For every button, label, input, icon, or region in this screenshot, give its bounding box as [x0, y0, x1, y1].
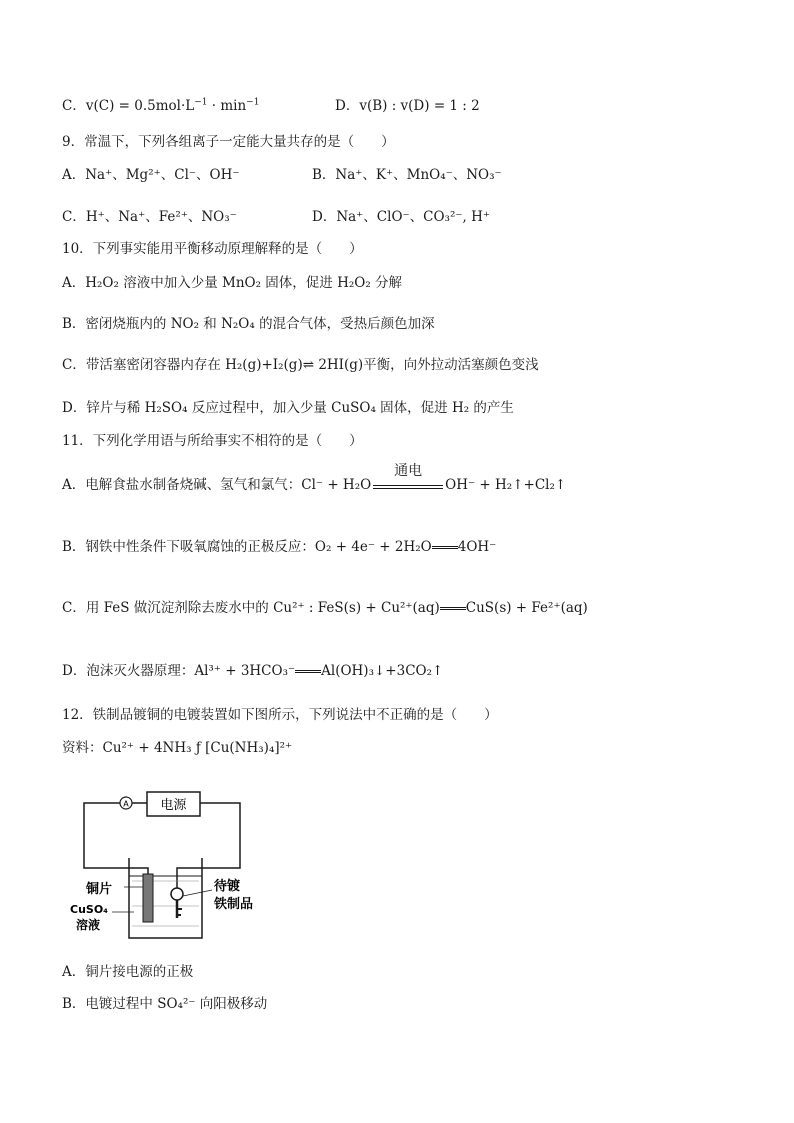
iron-key-icon [171, 888, 183, 918]
q11-option-b: B．钢铁中性条件下吸氧腐蚀的正极反应：O₂ + 4e⁻ + 2H₂O 4OH⁻ [62, 539, 497, 555]
solution-label-2: 溶液 [76, 918, 101, 932]
q9-option-b: B．Na⁺、K⁺、MnO₄⁻、NO₃⁻ [312, 167, 502, 183]
q12-info: 资料：Cu²⁺ + 4NH₃ ƒ [Cu(NH₃)₄]²⁺ [62, 740, 293, 756]
copper-label: 铜片 [86, 882, 113, 897]
q10-stem: 10．下列事实能用平衡移动原理解释的是（ ） [62, 241, 363, 257]
q9-option-a: A．Na⁺、Mg²⁺、Cl⁻、OH⁻ [62, 167, 240, 183]
q12-option-b: B．电镀过程中 SO₄²⁻ 向阳极移动 [62, 996, 268, 1012]
q10-option-d: D．锌片与稀 H₂SO₄ 反应过程中，加入少量 CuSO₄ 固体，促进 H₂ 的产生 [62, 400, 514, 416]
q10-option-c: C．带活塞密闭容器内存在 H₂(g)+I₂(g)⇌ 2HI(g)平衡，向外拉动活塞颜色变浅 [62, 357, 539, 373]
q12-stem: 12．铁制品镀铜的电镀装置如下图所示，下列说法中不正确的是（ ） [62, 707, 498, 723]
solution-label-1: CuSO₄ [70, 903, 108, 916]
ammeter-icon [120, 797, 132, 809]
electrolysis-arrow [373, 462, 443, 489]
q11-option-d: D．泡沫灭火器原理：Al³⁺ + 3HCO₃⁻ Al(OH)₃↓+3CO₂↑ [62, 663, 444, 679]
q10-option-a: A．H₂O₂ 溶液中加入少量 MnO₂ 固体，促进 H₂O₂ 分解 [62, 275, 403, 291]
q9-option-c: C．H⁺、Na⁺、Fe²⁺、NO₃⁻ [62, 209, 237, 225]
electroplating-diagram [64, 786, 284, 946]
q8-option-d: D．v(B) : v(D) = 1 : 2 [335, 98, 480, 114]
power-label: 电源 [160, 798, 187, 813]
copper-plate [143, 874, 153, 922]
ammeter-label: A [123, 799, 129, 809]
q9-stem: 9．常温下，下列各组离子一定能大量共存的是（ ） [62, 134, 395, 150]
q11-option-a: A．电解食盐水制备烧碱、氢气和氯气：Cl⁻ + H₂O 通电 OH⁻ + H₂↑+Cl₂↑ [62, 462, 567, 493]
q12-option-a: A．铜片接电源的正极 [62, 964, 194, 980]
item-label-1: 待镀 [214, 879, 241, 894]
q8-option-c: C．$v(C) = 0.5mol\cdot L^{-1} \cdot \min^{-1}$ [62, 97, 260, 114]
q10-option-b: B．密闭烧瓶内的 NO₂ 和 N₂O₄ 的混合气体，受热后颜色加深 [62, 316, 435, 332]
q9-option-d: D．Na⁺、ClO⁻、CO₃²⁻, H⁺ [312, 209, 490, 225]
q11-option-c: C．用 FeS 做沉淀剂除去废水中的 Cu²⁺ : FeS(s) + Cu²⁺(aq) CuS(s) + Fe²⁺(aq) [62, 600, 588, 616]
q11-stem: 11．下列化学用语与所给事实不相符的是（ ） [62, 433, 363, 449]
item-label-2: 铁制品 [214, 897, 254, 912]
electrolysis-label: 通电 [394, 462, 423, 479]
